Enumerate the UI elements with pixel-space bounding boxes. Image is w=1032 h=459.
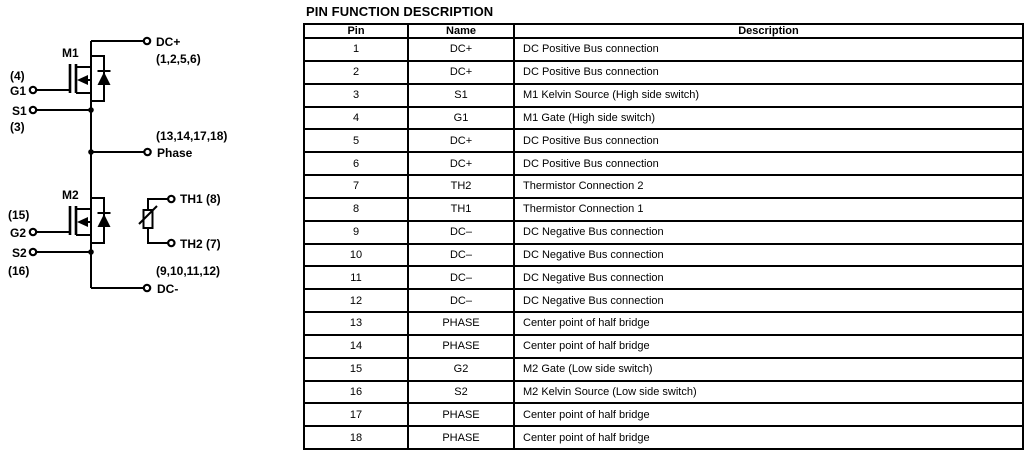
table-row [304,358,1023,381]
pin-cell: 4 [304,107,408,130]
m2-body-arrow-icon [77,217,88,227]
pin-function-table [303,23,1024,450]
th1-terminal-icon [168,196,174,202]
column-header-description: Description [514,24,1023,38]
description-cell: DC Negative Bus connection [514,289,1023,312]
th2-label: TH2 (7) [180,237,221,251]
pin-cell: 2 [304,61,408,84]
s1-label: S1 [12,104,27,118]
g1-label: G1 [10,84,27,98]
column-header-name: Name [408,24,514,38]
description-cell: DC Negative Bus connection [514,244,1023,267]
thermistor-top-lead [148,199,168,210]
description-cell: DC Negative Bus connection [514,266,1023,289]
th1-label: TH1 (8) [180,192,221,206]
table-row [304,129,1023,152]
g1-terminal-icon [30,87,36,93]
table-row [304,84,1023,107]
name-cell: DC+ [408,61,514,84]
dc-minus-terminal-icon [144,285,150,291]
pin-cell: 8 [304,198,408,221]
pin-cell: 7 [304,175,408,198]
pin-cell: 11 [304,266,408,289]
s2-junction-dot [88,249,94,255]
table-row [304,335,1023,358]
table-row [304,107,1023,130]
s1-junction-dot [88,107,94,113]
table-row [304,266,1023,289]
dc-plus-label: DC+ [156,35,181,49]
name-cell: DC– [408,244,514,267]
mosfet-m1-symbol [36,56,111,101]
m1-body-arrow-icon [77,75,88,85]
table-row [304,175,1023,198]
pin-cell: 12 [304,289,408,312]
pin-cell: 15 [304,358,408,381]
description-cell: M1 Gate (High side switch) [514,107,1023,130]
pin-cell: 18 [304,426,408,449]
name-cell: G2 [408,358,514,381]
pin-cell: 13 [304,312,408,335]
pin-cell: 3 [304,84,408,107]
description-cell: DC Positive Bus connection [514,129,1023,152]
description-cell: DC Negative Bus connection [514,221,1023,244]
s1-pin-number-label: (3) [10,120,25,134]
description-cell: M1 Kelvin Source (High side switch) [514,84,1023,107]
thermistor-bottom-lead [148,228,168,243]
pin-cell: 6 [304,152,408,175]
table-row [304,312,1023,335]
pin-cell: 14 [304,335,408,358]
pin-cell: 1 [304,38,408,61]
description-cell: Center point of half bridge [514,403,1023,426]
name-cell: DC+ [408,38,514,61]
pin-cell: 16 [304,381,408,404]
name-cell: DC– [408,266,514,289]
table-row [304,403,1023,426]
name-cell: G1 [408,107,514,130]
table-row [304,381,1023,404]
table-row [304,61,1023,84]
table-row [304,289,1023,312]
g2-terminal-icon [30,229,36,235]
s2-pin-number-label: (16) [8,264,30,278]
name-cell: PHASE [408,335,514,358]
description-cell: Center point of half bridge [514,335,1023,358]
description-cell: DC Positive Bus connection [514,38,1023,61]
table-row [304,152,1023,175]
table-row [304,198,1023,221]
description-cell: M2 Gate (Low side switch) [514,358,1023,381]
dc-minus-label: DC- [157,282,179,296]
name-cell: PHASE [408,403,514,426]
section-title: PIN FUNCTION DESCRIPTION [306,4,494,19]
phase-label: Phase [157,146,193,160]
pin-cell: 5 [304,129,408,152]
m1-body-diode-icon [98,72,111,85]
g1-pin-number-label: (4) [10,69,25,83]
pin-cell: 17 [304,403,408,426]
table-row [304,38,1023,61]
name-cell: DC– [408,221,514,244]
description-cell: M2 Kelvin Source (Low side switch) [514,381,1023,404]
m1-label: M1 [62,46,79,60]
name-cell: PHASE [408,426,514,449]
description-cell: Center point of half bridge [514,312,1023,335]
half-bridge-circuit-diagram [0,0,300,459]
table-row [304,244,1023,267]
dc-minus-pins-label: (9,10,11,12) [156,264,221,278]
table-row [304,426,1023,449]
s2-label: S2 [12,246,27,260]
s2-terminal-icon [30,249,36,255]
description-cell: Center point of half bridge [514,426,1023,449]
phase-pins-label: (13,14,17,18) [156,129,228,143]
m2-label: M2 [62,188,79,202]
th2-terminal-icon [168,240,174,246]
name-cell: PHASE [408,312,514,335]
name-cell: TH2 [408,175,514,198]
name-cell: DC+ [408,129,514,152]
dc-plus-pins-label: (1,2,5,6) [156,52,201,66]
g2-pin-number-label: (15) [8,208,30,222]
mosfet-m2-symbol [36,198,111,243]
m2-body-diode-icon [98,214,111,227]
table-row [304,221,1023,244]
s1-terminal-icon [30,107,36,113]
pin-cell: 9 [304,221,408,244]
name-cell: S1 [408,84,514,107]
name-cell: S2 [408,381,514,404]
description-cell: DC Positive Bus connection [514,152,1023,175]
pin-cell: 10 [304,244,408,267]
column-header-pin: Pin [304,24,408,38]
description-cell: DC Positive Bus connection [514,61,1023,84]
name-cell: DC– [408,289,514,312]
dc-plus-terminal-icon [144,38,150,44]
table-header-row [304,24,1023,38]
g2-label: G2 [10,226,27,240]
phase-junction-dot [88,149,94,155]
thermistor-symbol [139,199,168,243]
phase-terminal-icon [144,149,150,155]
description-cell: Thermistor Connection 1 [514,198,1023,221]
description-cell: Thermistor Connection 2 [514,175,1023,198]
name-cell: DC+ [408,152,514,175]
name-cell: TH1 [408,198,514,221]
